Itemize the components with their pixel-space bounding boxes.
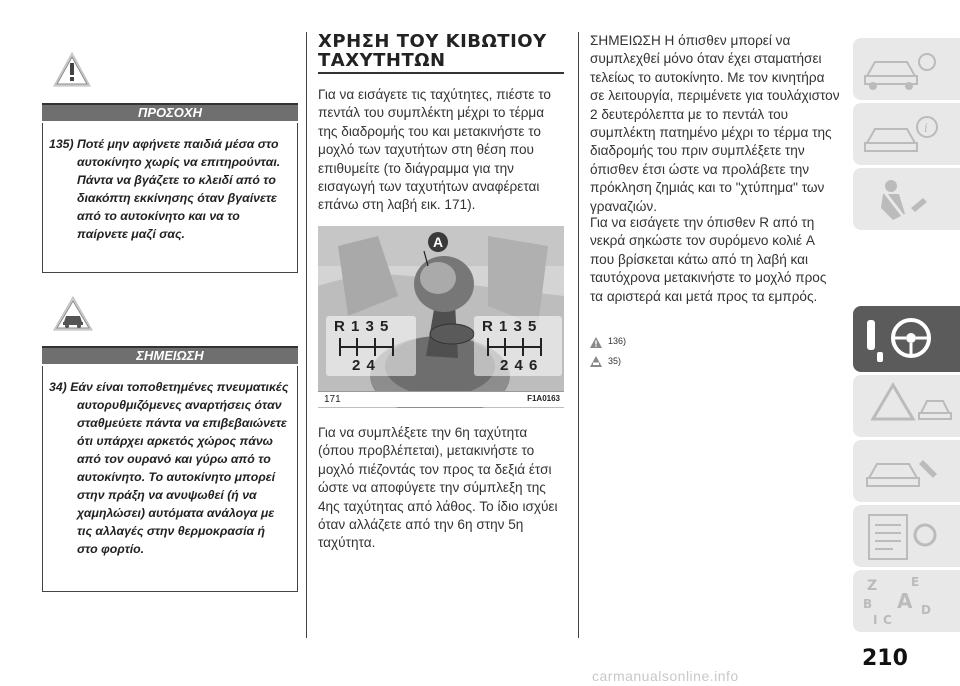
note-header: ΣΗΜΕΙΩΣΗ: [42, 346, 298, 364]
caution-header: ΠΡΟΣΟΧΗ: [42, 103, 298, 121]
caution-ref-icon: [590, 335, 602, 346]
figure-code: F1A0163: [527, 394, 560, 403]
svg-text:B: B: [863, 597, 873, 611]
gear-pattern-bottom: 2 4 6: [500, 357, 539, 374]
info-icon: [853, 103, 960, 165]
caution-ref: 136): [608, 336, 627, 346]
marker-a: A: [428, 232, 448, 252]
page-number: 210: [862, 646, 908, 671]
tab-emergency[interactable]: [853, 375, 960, 437]
tab-servicing[interactable]: [853, 440, 960, 502]
car-dashboard-icon: [853, 38, 960, 100]
gear-lever-figure: [318, 226, 564, 408]
svg-text:D: D: [921, 603, 931, 617]
note-item-text: Εάν είναι τοποθετημένες πνευματικές αυτορυθμιζόμενες αναρτήσεις όταν σταθμεύετε πάντα να επιβεβαιώνετε ότι υπάρχει αρκετός χώρος πάνω από τον ουρανό και γύρω από το αυτοκίνητο. Το αυτοκίνητο μπορεί στην πράξη να ανυψωθεί (ή να χαμηλώσει) αυτόματα ανάλογα με τις αλλαγές στην θερμοκρασία ή στο φορτίο.: [70, 380, 289, 556]
gear-pattern-top: R 1 3 5: [482, 318, 538, 335]
svg-text:E: E: [911, 575, 920, 589]
column-divider: [306, 32, 307, 638]
gear-pattern-5speed: [326, 316, 416, 376]
tab-safety[interactable]: [853, 168, 960, 230]
caution-box: [42, 123, 298, 273]
paragraph-reverse-insert: Για να εισάγετε την όπισθεν R από τη νεκρά σηκώστε τον συρόμενο κολιέ A που βρίσκεται κάτω από τη λαβή και ταυτόχρονα μετακινήστε το μοχλό προς τα αριστερά και μετά προς τα εμπρός.: [590, 215, 827, 304]
gear-pattern-top: R 1 3 5: [334, 318, 390, 335]
gear-pattern-6speed: [474, 316, 562, 376]
figure-caption: [318, 391, 564, 407]
tab-info[interactable]: [853, 103, 960, 165]
tab-getting-to-know[interactable]: [853, 38, 960, 100]
gear-pattern-bottom: 2 4: [352, 357, 376, 374]
caution-item-text: Ποτέ μην αφήνετε παιδιά μέσα στο αυτοκίνητο χωρίς να επιτηρούνται. Πάντα να βγάζετε το κλειδί από το διακόπτη εκκίνησης όταν βγαίνετε από το αυτοκίνητο και να το παίρνετε μαζί σας.: [77, 137, 281, 241]
caution-item: [49, 135, 289, 243]
seatbelt-icon: [853, 168, 960, 230]
warning-icon: [52, 50, 92, 95]
note-ref-icon: [590, 354, 602, 365]
warning-triangle-icon: [853, 375, 960, 437]
svg-text:C: C: [883, 613, 892, 627]
caution-item-number: 135): [49, 137, 74, 151]
tab-technical-data[interactable]: [853, 505, 960, 567]
car-service-icon: [853, 440, 960, 502]
section-title: [318, 32, 564, 70]
note-item-number: 34): [49, 380, 67, 394]
svg-text:I: I: [873, 613, 878, 627]
car-note-icon: [52, 294, 94, 339]
note-ref: 35): [608, 356, 622, 366]
paragraph-sixth-gear: Για να συμπλέξετε την 6η ταχύτητα (όπου προβλέπεται), μετακινήστε το μοχλό πιέζοντάς τον προς τα δεξιά έτσι ώστε να αποφύγετε την σύμπλεξη της 4ης ταχύτητας από λάθος. Το ίδιο ισχύει όταν αλλάζετε από την 6η στην 5η ταχύτητα.: [318, 425, 558, 551]
tab-index[interactable]: [853, 570, 960, 632]
paragraph-reverse-note: ΣΗΜΕΙΩΣΗ Η όπισθεν μπορεί να συμπλεχθεί μόνο όταν έχει σταματήσει τελείως το αυτοκίνητο. Με τον κινητήρα σε λειτουργία, περιμένετε για τουλάχιστον 2 δευτερόλεπτα με το πεντάλ του συμπλέκτη πατημένο μέχρι το τέρμα της διαδρομής του πριν συμπλέξετε την όπισθεν έτσι ώστε να προλάβετε την πρόκληση ζημιάς και το "χτύπημα" των γραναζιών.: [590, 33, 840, 214]
spec-sheet-icon: [853, 505, 960, 567]
svg-text:Z: Z: [867, 578, 878, 594]
svg-text:A: A: [897, 589, 913, 613]
title-rule: [318, 72, 564, 74]
svg-text:i: i: [924, 121, 928, 135]
section-title-line2: ΤΑΧΥΤΗΤΩΝ: [318, 50, 446, 71]
figure-number: 171: [324, 394, 341, 405]
watermark: carmanualsonline.info: [592, 668, 739, 684]
steering-wheel-icon: [853, 306, 960, 372]
alphabet-index-icon: [853, 570, 960, 632]
tab-starting-driving[interactable]: [853, 306, 960, 372]
note-item: [49, 378, 289, 558]
note-box: [42, 366, 298, 592]
section-title-line1: ΧΡΗΣΗ ΤΟΥ ΚΙΒΩΤΙΟΥ: [318, 31, 547, 52]
paragraph-gear-insert: Για να εισάγετε τις ταχύτητες, πιέστε το πεντάλ του συμπλέκτη μέχρι το τέρμα της διαδρομής του και μετακινήστε το μοχλό των ταχυτήτων στη θέση που επιθυμείτε (το διάγραμμα για την εισαγωγή των ταχυτήτων αναφέρεται επάνω στη λαβή εικ. 171).: [318, 87, 551, 213]
column-divider: [578, 32, 579, 638]
